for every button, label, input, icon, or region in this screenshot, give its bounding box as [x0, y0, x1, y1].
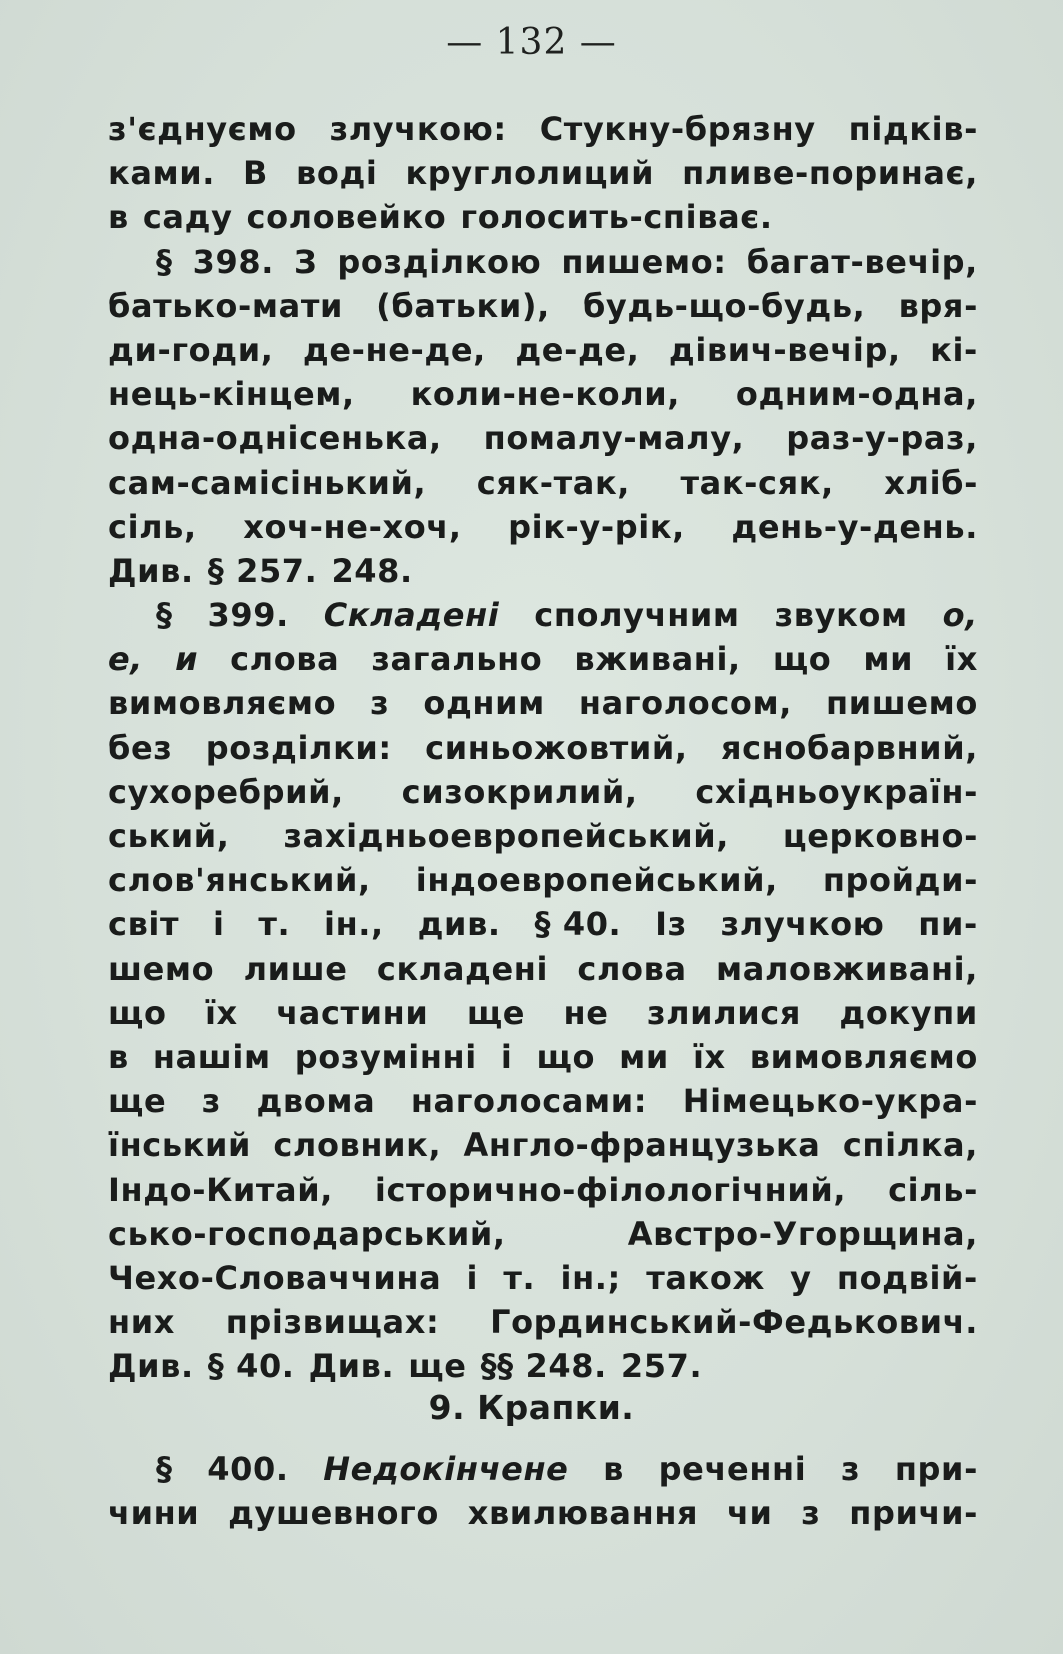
word: Австро-Угорщина, — [627, 1214, 978, 1253]
word: з — [840, 1450, 861, 1488]
word: Складені — [323, 596, 500, 635]
word: воді — [296, 154, 378, 193]
word: яснобарвний, — [720, 728, 978, 767]
word: у — [790, 1258, 812, 1297]
word: західньоевропейський, — [283, 817, 730, 855]
word: ще — [466, 993, 526, 1032]
word: подвій- — [836, 1258, 978, 1297]
word: Із — [655, 905, 687, 944]
word: одна-однісенька, — [108, 419, 442, 458]
text-line — [108, 110, 978, 154]
word: 399. — [207, 596, 289, 635]
word: ський, — [108, 817, 230, 855]
word: хліб- — [884, 463, 978, 502]
word: злилися — [646, 993, 801, 1032]
word: т. — [258, 905, 291, 944]
word: прізвищах: — [225, 1303, 440, 1342]
word: батько-мати — [108, 286, 344, 325]
word: нашім — [152, 1037, 271, 1076]
word: злучкою: — [329, 110, 507, 148]
word: спілка, — [842, 1126, 978, 1165]
word: злучкою — [720, 905, 885, 944]
text-line — [108, 596, 978, 640]
word: кі- — [930, 330, 978, 369]
word: саду — [142, 198, 233, 237]
word: слов'янський, — [108, 861, 371, 900]
text-line — [108, 331, 978, 375]
word: вимовляємо — [108, 684, 337, 723]
word: і — [500, 1037, 513, 1076]
word: і — [466, 1258, 479, 1297]
word: не — [563, 993, 609, 1032]
word: одним-одна, — [735, 375, 978, 414]
word: де-де, — [515, 330, 640, 369]
word: і — [212, 905, 225, 944]
text-line — [108, 1126, 978, 1170]
word: сіль, — [108, 507, 197, 546]
word: їх — [692, 1037, 726, 1076]
word: ками. — [108, 154, 216, 193]
word: з'єднуємо — [108, 110, 297, 148]
word: §§ 248. — [480, 1347, 607, 1386]
word: сизокрилий, — [401, 772, 638, 811]
word: наголосом, — [578, 684, 793, 723]
word: з — [201, 1082, 221, 1121]
word: сухоребрий, — [108, 772, 344, 811]
word: підків- — [848, 110, 978, 148]
word: вимовляємо — [749, 1037, 978, 1076]
word: З — [294, 242, 318, 281]
word: ще — [108, 1082, 167, 1121]
text-line — [108, 1171, 978, 1215]
word: їх — [204, 993, 238, 1032]
word: складені — [376, 949, 549, 988]
word: т. — [503, 1258, 536, 1297]
word: світ — [108, 905, 180, 944]
word: § — [156, 242, 173, 281]
word: вживані, — [574, 640, 741, 679]
text-line — [108, 905, 978, 949]
word: з — [801, 1494, 821, 1533]
word: Див. — [108, 551, 194, 590]
word: розумінні — [294, 1037, 477, 1076]
text-line — [108, 640, 978, 684]
word: § 40. — [207, 1347, 295, 1386]
word: одним — [423, 684, 545, 723]
word: день-у-день. — [731, 507, 978, 546]
word: 398. — [192, 242, 274, 281]
word: реченні — [658, 1450, 807, 1488]
word: синьожовтий, — [425, 728, 688, 767]
word: загально — [371, 640, 543, 679]
word: лише — [243, 949, 348, 988]
text-line — [108, 729, 978, 773]
word: шемо — [108, 949, 215, 988]
word: Англо-французька — [463, 1126, 821, 1165]
word: розділки: — [205, 728, 392, 767]
text-line — [108, 1038, 978, 1082]
word: історично-філологічний, — [374, 1170, 847, 1209]
section-text — [108, 1450, 978, 1538]
text-line — [108, 552, 978, 596]
word: ми — [619, 1037, 669, 1076]
word: де-не-де, — [302, 330, 486, 369]
word: що — [536, 1037, 596, 1076]
word: в — [108, 198, 129, 237]
word: голосить-співає. — [460, 198, 773, 237]
word: див. — [417, 905, 501, 944]
word: Німецько-укра- — [682, 1082, 978, 1121]
word: них — [108, 1303, 175, 1342]
word: вря- — [898, 286, 978, 325]
word: частини — [276, 993, 429, 1032]
text-line — [108, 1082, 978, 1126]
text-line — [108, 198, 978, 242]
word: коли-не-коли, — [410, 375, 681, 414]
word: § 257. — [207, 551, 318, 590]
text-line — [108, 419, 978, 463]
text-line — [108, 994, 978, 1038]
text-line — [108, 817, 978, 861]
word: словник, — [273, 1126, 442, 1165]
word: ін., — [324, 905, 384, 944]
word: багат-вечір, — [746, 242, 978, 281]
word: пишемо — [826, 684, 978, 723]
word: наголосами: — [410, 1082, 648, 1121]
text-line — [108, 375, 978, 419]
word: також — [646, 1258, 765, 1297]
word: Див. — [108, 1347, 194, 1386]
word: душевного — [228, 1494, 439, 1533]
word: з — [370, 684, 390, 723]
word: хоч-не-хоч, — [243, 507, 462, 546]
word: § — [156, 1450, 173, 1488]
text-line — [108, 773, 978, 817]
text-line — [108, 508, 978, 552]
word: В — [243, 154, 269, 193]
word: сполучним — [534, 596, 740, 635]
word: східньоукраїн- — [695, 772, 978, 811]
word: що — [772, 640, 832, 679]
word: маловживані, — [716, 949, 978, 988]
word: е, — [108, 640, 144, 679]
word: сяк-так, — [476, 463, 631, 502]
word: так-сяк, — [680, 463, 834, 502]
text-line — [108, 1303, 978, 1347]
word: ін.; — [560, 1258, 621, 1297]
text-line — [108, 1215, 978, 1259]
word: раз-у-раз, — [786, 419, 978, 458]
text-line — [108, 243, 978, 287]
word: двома — [256, 1082, 376, 1121]
word: будь-що-будь, — [582, 286, 866, 325]
word: Недокінчене — [323, 1450, 569, 1488]
word: хвилювання — [467, 1494, 699, 1533]
word: соловейко — [246, 198, 447, 237]
text-line — [108, 287, 978, 331]
word: пи- — [918, 905, 978, 944]
text-line — [108, 154, 978, 198]
word: 400. — [207, 1450, 289, 1488]
word: о, — [942, 596, 978, 635]
word: індоевропейський, — [415, 861, 778, 900]
word: дівич-вечір, — [668, 330, 901, 369]
word: Стукну-брязну — [539, 110, 816, 148]
word: круглолиций — [405, 154, 655, 193]
section-heading: 9. Крапки. — [428, 1388, 635, 1427]
word: Гординський-Федькович. — [490, 1303, 978, 1342]
word: и — [175, 640, 199, 679]
word: розділкою — [337, 242, 542, 281]
word: § 40. — [534, 905, 622, 944]
page-number: — 132 — — [446, 22, 617, 63]
word: їх — [945, 640, 978, 679]
text-line — [108, 950, 978, 994]
text-line — [108, 684, 978, 728]
word: пливе-поринає, — [682, 154, 978, 193]
text-line — [108, 1494, 978, 1538]
word: рік-у-рік, — [508, 507, 685, 546]
word: без — [108, 728, 173, 767]
word: нець-кінцем, — [108, 375, 355, 414]
word: звуком — [774, 596, 908, 635]
word: чи — [726, 1494, 773, 1533]
word: в — [108, 1037, 129, 1076]
word: 257. — [620, 1347, 703, 1386]
word: Чехо-Словаччина — [108, 1258, 442, 1297]
text-line — [108, 464, 978, 508]
main-text — [108, 110, 978, 1391]
word: ще — [408, 1347, 467, 1386]
word: пишемо: — [561, 242, 727, 281]
word: докупи — [839, 993, 978, 1032]
word: § — [156, 596, 173, 635]
word: ми — [863, 640, 914, 679]
word: слова — [577, 949, 687, 988]
word: (батьки), — [376, 286, 550, 325]
word: пройди- — [822, 861, 978, 900]
word: ди-годи, — [108, 330, 274, 369]
word: слова — [230, 640, 340, 679]
word: Див. — [308, 1347, 395, 1386]
text-line — [108, 1259, 978, 1303]
text-line — [108, 1450, 978, 1494]
text-line — [108, 861, 978, 905]
word: причи- — [849, 1494, 978, 1533]
word: їнський — [108, 1126, 252, 1165]
word: в — [603, 1450, 624, 1488]
word: чини — [108, 1494, 200, 1533]
word: сько-господарський, — [108, 1214, 506, 1253]
word: що — [108, 993, 167, 1032]
word: сам-самісінький, — [108, 463, 427, 502]
word: сіль- — [888, 1170, 978, 1209]
word: церковно- — [782, 817, 978, 855]
word: Індо-Китай, — [108, 1170, 334, 1209]
word: 248. — [331, 551, 413, 590]
word: при- — [894, 1450, 978, 1488]
text-line — [108, 1347, 978, 1391]
word: помалу-малу, — [483, 419, 745, 458]
